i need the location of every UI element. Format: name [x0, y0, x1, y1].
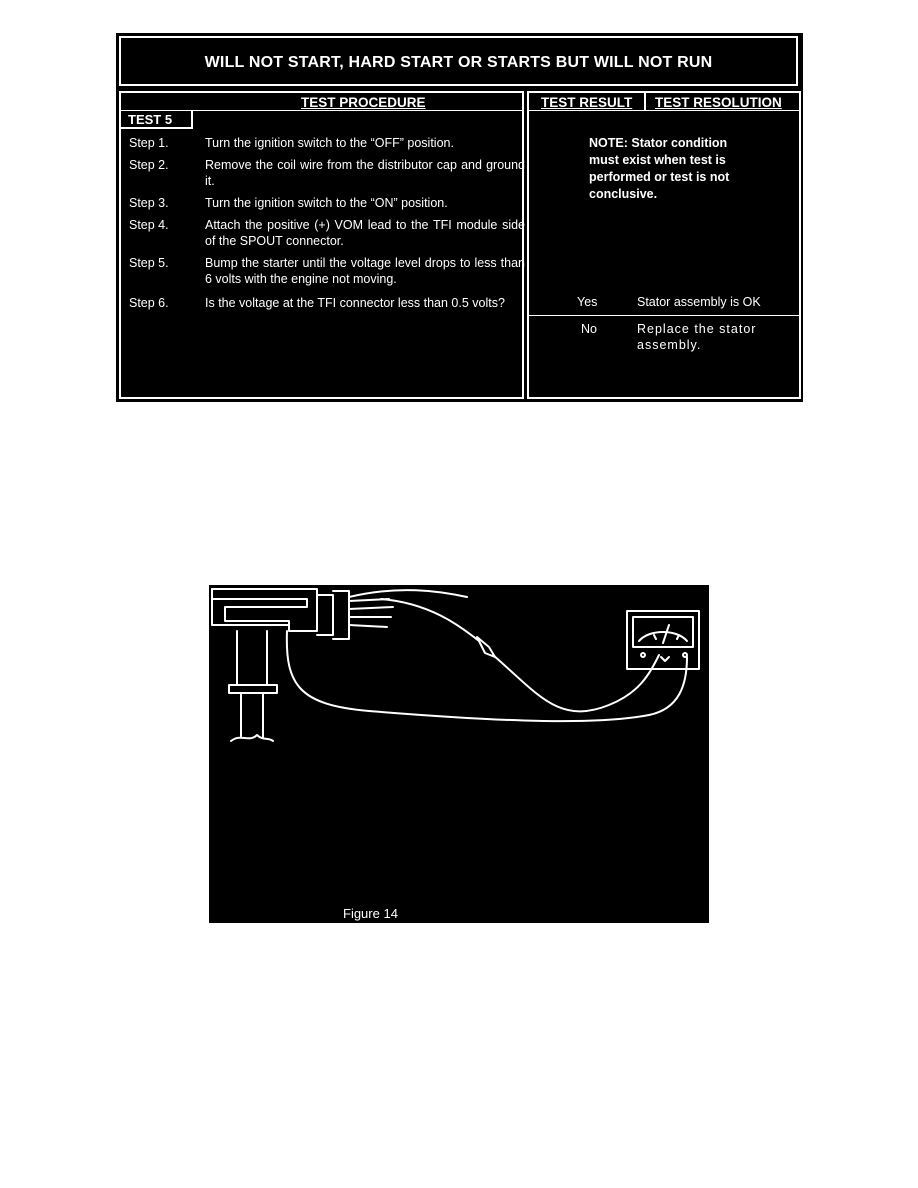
step-label: Step 1. — [129, 136, 169, 150]
chart-title: WILL NOT START, HARD START OR STARTS BUT WILL NOT RUN — [204, 54, 713, 71]
result-yes: Yes — [577, 295, 598, 309]
step-text: Remove the coil wire from the distributor cap and ground it. — [205, 158, 525, 188]
step-text: Attach the positive (+) VOM lead to the TFI module side of the SPOUT connector. — [205, 218, 525, 248]
result-resolution-column — [527, 91, 801, 399]
stator-note: NOTE: Stator condition must exist when test is performed or test is not conclusive. — [589, 136, 730, 201]
procedure-column — [119, 91, 524, 399]
header-rule — [529, 110, 799, 111]
step-label: Step 5. — [129, 256, 169, 270]
step-text: Turn the ignition switch to the “ON” position. — [205, 196, 448, 210]
step-text: Turn the ignition switch to the “OFF” position. — [205, 136, 454, 150]
step-label: Step 6. — [129, 296, 169, 310]
resolution-header: TEST RESOLUTION — [655, 95, 782, 110]
test-procedure-chart — [116, 33, 803, 402]
result-header: TEST RESULT — [541, 95, 633, 110]
test-label: TEST 5 — [121, 111, 193, 129]
header-divider — [644, 93, 646, 111]
step-label: Step 3. — [129, 196, 169, 210]
figure-caption: Figure 14 — [343, 906, 398, 921]
step-text: Is the voltage at the TFI connector less than 0.5 volts? — [205, 296, 505, 310]
chart-title-box — [119, 36, 798, 86]
spout-connector-vom-illustration — [209, 585, 709, 923]
resolution-yes: Stator assembly is OK — [637, 295, 761, 309]
result-divider — [529, 315, 799, 316]
result-no: No — [581, 322, 597, 336]
figure-14-panel — [209, 585, 709, 923]
resolution-no: Replace the stator assembly. — [637, 322, 757, 352]
step-label: Step 4. — [129, 218, 169, 232]
procedure-header: TEST PROCEDURE — [301, 95, 426, 110]
step-text: Bump the starter until the voltage level drops to less than 6 volts with the engine not moving. — [205, 256, 525, 286]
step-label: Step 2. — [129, 158, 169, 172]
